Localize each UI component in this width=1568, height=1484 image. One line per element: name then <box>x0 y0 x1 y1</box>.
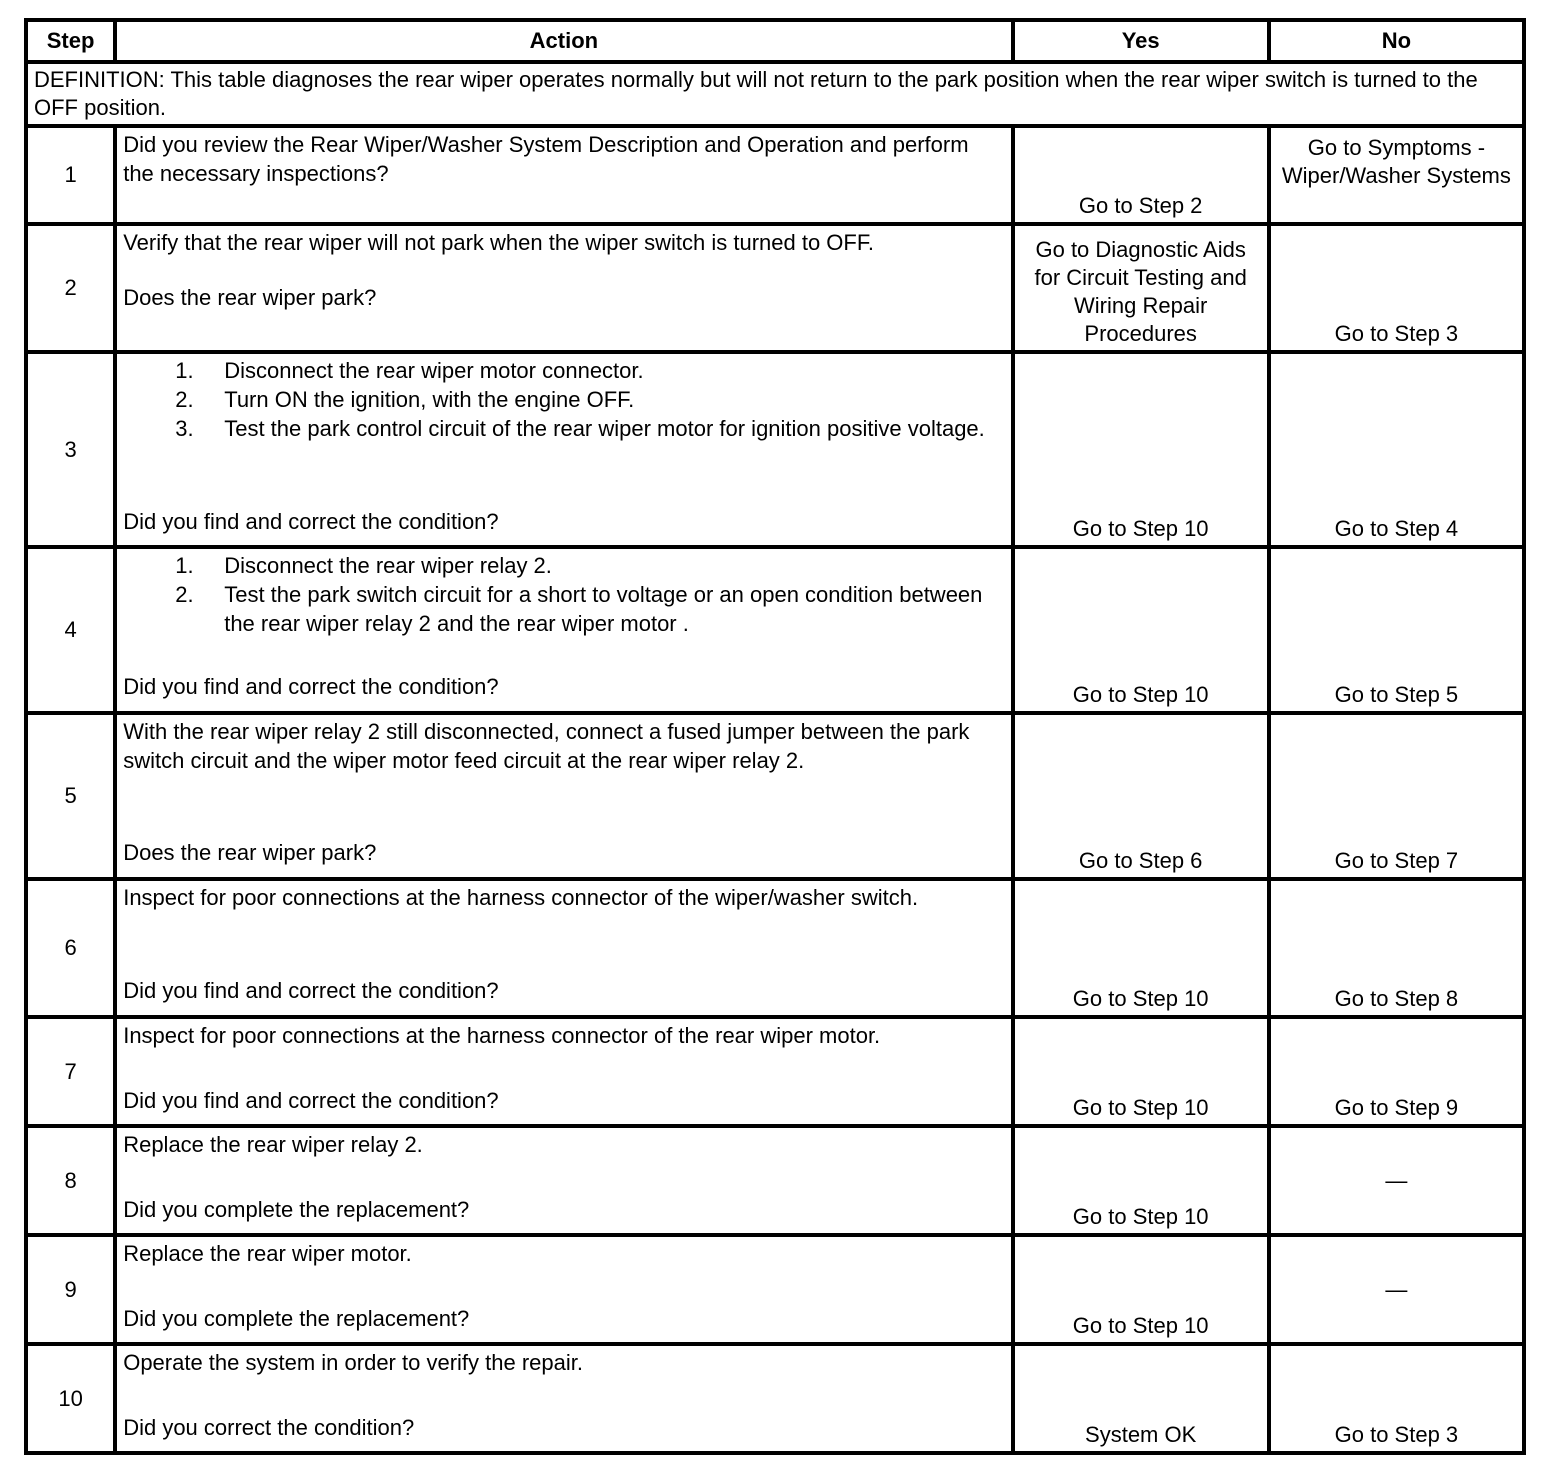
action-question: Did you find and correct the condition? <box>123 1088 499 1113</box>
no-cell: Go to Symptoms - Wiper/Washer Systems <box>1269 126 1524 224</box>
definition-text: DEFINITION: This table diagnoses the rear wiper operates normally but will not return to the park position when the rear wiper switch is turned to the OFF position. <box>26 62 1524 126</box>
list-item-text: Test the park switch circuit for a short to voltage or an open condition between the rear wiper relay 2 and the rear wiper motor . <box>224 582 983 636</box>
action-question: Did you complete the replacement? <box>123 1306 470 1331</box>
step-number: 3 <box>26 352 115 547</box>
step-number: 9 <box>26 1235 115 1344</box>
list-item-text: Disconnect the rear wiper relay 2. <box>224 553 552 578</box>
list-item-text: Test the park control circuit of the rear wiper motor for ignition positive voltage. <box>224 416 985 441</box>
action-text: Replace the rear wiper relay 2. <box>123 1132 423 1157</box>
yes-cell: Go to Step 10 <box>1013 1017 1269 1126</box>
action-cell <box>115 879 1012 1017</box>
action-cell <box>115 713 1012 879</box>
action-text: Inspect for poor connections at the harness connector of the rear wiper motor. <box>123 1023 881 1048</box>
action-cell <box>115 126 1012 224</box>
list-item-text: Disconnect the rear wiper motor connector. <box>224 358 644 383</box>
list-item-text: Turn ON the ignition, with the engine OFF. <box>224 387 635 412</box>
action-cell <box>115 1235 1012 1344</box>
action-cell <box>115 1017 1012 1126</box>
no-cell: — <box>1269 1235 1524 1344</box>
step-number: 5 <box>26 713 115 879</box>
table-row <box>26 224 1524 352</box>
action-text: With the rear wiper relay 2 still disconnected, connect a fused jumper between the park switch circuit and the wiper motor feed circuit at the rear wiper relay 2. <box>123 719 970 773</box>
step-number: 7 <box>26 1017 115 1126</box>
action-text: Operate the system in order to verify the repair. <box>123 1350 583 1375</box>
step-number: 2 <box>26 224 115 352</box>
yes-cell: Go to Step 10 <box>1013 1235 1269 1344</box>
action-question: Did you find and correct the condition? <box>123 509 499 534</box>
step-number: 6 <box>26 879 115 1017</box>
no-cell: Go to Step 5 <box>1269 547 1524 713</box>
table-row <box>26 1344 1524 1453</box>
table-row <box>26 879 1524 1017</box>
table-row <box>26 713 1524 879</box>
table-row <box>26 1017 1524 1126</box>
action-cell <box>115 547 1012 713</box>
step-number: 1 <box>26 126 115 224</box>
action-cell <box>115 224 1012 352</box>
action-steps-list <box>123 356 1004 443</box>
list-item-number: 1. <box>175 358 194 383</box>
no-cell: — <box>1269 1126 1524 1235</box>
step-number: 10 <box>26 1344 115 1453</box>
table-row <box>26 126 1524 224</box>
yes-cell: Go to Step 10 <box>1013 352 1269 547</box>
yes-cell: Go to Step 2 <box>1013 126 1269 224</box>
diagnostic-table <box>24 18 1526 1455</box>
list-item <box>175 385 1004 414</box>
no-cell: Go to Step 8 <box>1269 879 1524 1017</box>
action-question: Does the rear wiper park? <box>123 285 377 310</box>
table-row <box>26 1235 1524 1344</box>
action-question: Did you complete the replacement? <box>123 1197 470 1222</box>
action-cell <box>115 352 1012 547</box>
list-item-number: 3. <box>175 416 194 441</box>
list-item <box>175 551 1004 580</box>
action-question: Did you find and correct the condition? <box>123 978 499 1003</box>
action-cell <box>115 1126 1012 1235</box>
step-number: 8 <box>26 1126 115 1235</box>
action-question: Did you correct the condition? <box>123 1415 415 1440</box>
no-cell: Go to Step 9 <box>1269 1017 1524 1126</box>
action-question: Did you find and correct the condition? <box>123 674 499 699</box>
header-no: No <box>1269 20 1524 62</box>
no-cell: Go to Step 3 <box>1269 1344 1524 1453</box>
table-row <box>26 1126 1524 1235</box>
action-text: Replace the rear wiper motor. <box>123 1241 412 1266</box>
table-row <box>26 352 1524 547</box>
action-text: Did you review the Rear Wiper/Washer System Description and Operation and perform the necessary inspections? <box>123 132 969 186</box>
yes-cell: Go to Step 10 <box>1013 1126 1269 1235</box>
yes-cell: Go to Step 10 <box>1013 547 1269 713</box>
yes-cell: Go to Step 10 <box>1013 879 1269 1017</box>
header-row <box>26 20 1524 62</box>
table-row <box>26 547 1524 713</box>
action-steps-list <box>123 551 1004 638</box>
list-item-number: 2. <box>175 582 194 607</box>
list-item-number: 1. <box>175 553 194 578</box>
no-cell: Go to Step 7 <box>1269 713 1524 879</box>
definition-row <box>26 62 1524 126</box>
header-yes: Yes <box>1013 20 1269 62</box>
list-item <box>175 356 1004 385</box>
step-number: 4 <box>26 547 115 713</box>
list-item-number: 2. <box>175 387 194 412</box>
yes-cell: System OK <box>1013 1344 1269 1453</box>
yes-cell: Go to Diagnostic Aids for Circuit Testing and Wiring Repair Procedures <box>1013 224 1269 352</box>
action-text: Verify that the rear wiper will not park when the wiper switch is turned to OFF. <box>123 230 874 255</box>
no-cell: Go to Step 3 <box>1269 224 1524 352</box>
header-action: Action <box>115 20 1012 62</box>
action-cell <box>115 1344 1012 1453</box>
yes-cell: Go to Step 6 <box>1013 713 1269 879</box>
header-step: Step <box>26 20 115 62</box>
action-question: Does the rear wiper park? <box>123 840 377 865</box>
list-item <box>175 580 1004 638</box>
action-text: Inspect for poor connections at the harness connector of the wiper/washer switch. <box>123 885 919 910</box>
no-cell: Go to Step 4 <box>1269 352 1524 547</box>
list-item <box>175 414 1004 443</box>
